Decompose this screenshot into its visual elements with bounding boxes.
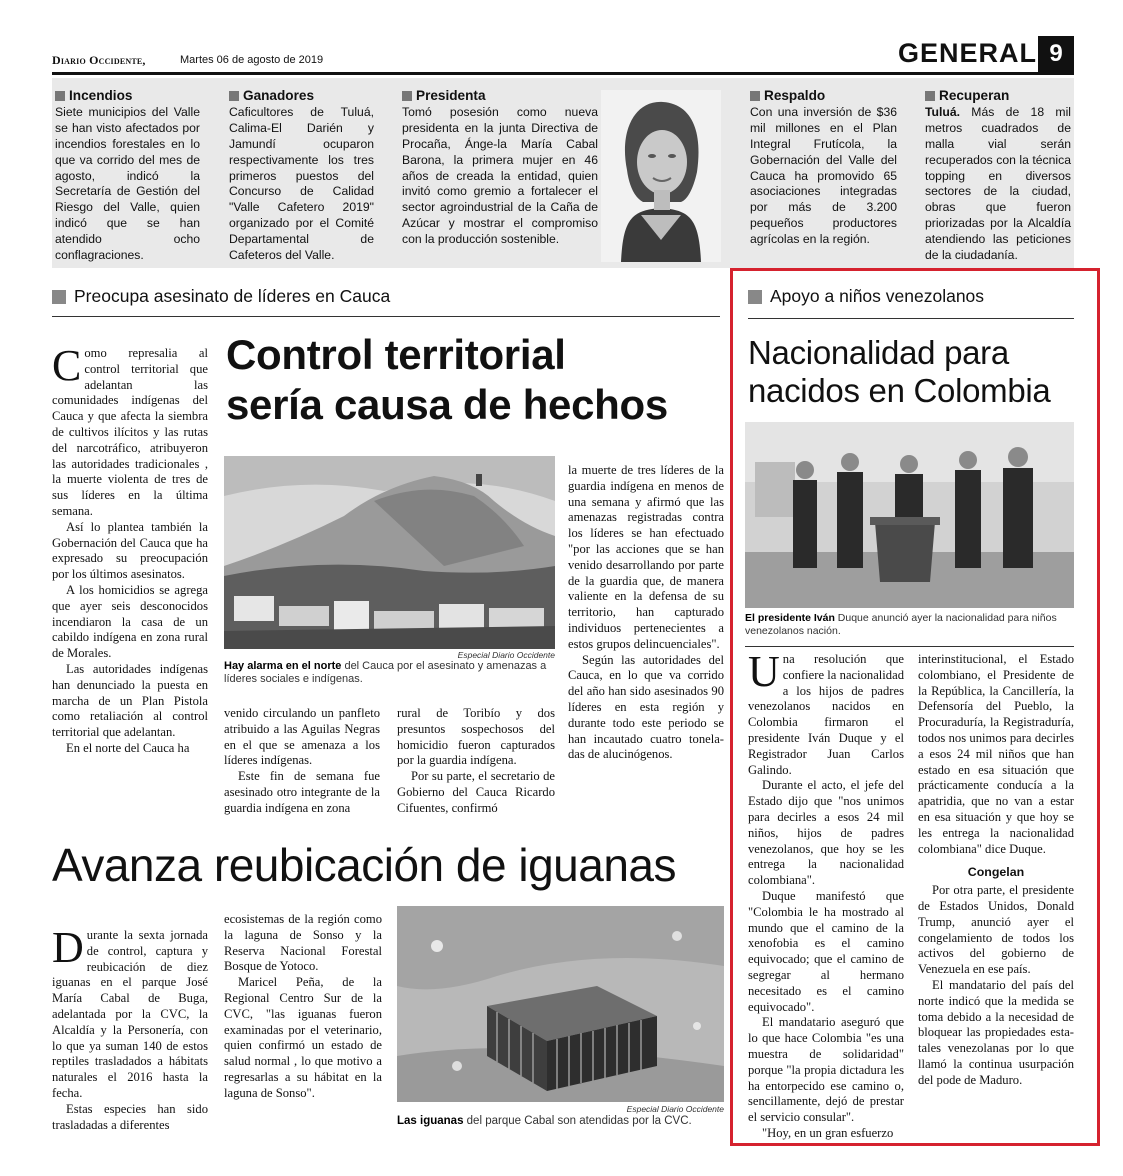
paragraph: Por otra parte, el presidente de Estados Unidos, Donald Trump, anunció ayer el congelamiento de todos los activos del gobierno de Venezuela en ese país. [918,883,1074,977]
newspaper-name: Diario Occidente, [52,53,146,67]
bullet-square-icon [402,91,412,101]
paragraph: Maricel Peña, de la Regional Centro Sur de la CVC, "las iguanas fueron examinadas por el veterinario, quien confirmó un estado de salud normal , lo que motivo a regresarlas a su hábitat en la laguna de Sonso". [224,975,382,1100]
bullet-square-icon [925,91,935,101]
subhead-congelan: Congelan [967,865,1025,880]
section-rule [52,316,720,317]
brief-text: Con una inversión de $36 mil millones en el Plan Integral Frutícola, la Gobernación del Valle del Cauca ha promovido 65 asociaciones integradas por más de 3.200 pequeños productores agrícolas en la región. [750,104,897,247]
paragraph: rural de Toribío y dos presuntos sospechosos del homicidio fueron capturados por la guardia indígena. [397,706,555,768]
caption-lead: El presidente Iván [745,612,835,624]
cauca-column-1 [52,341,208,757]
headline-line: Nacionalidad para [748,334,1009,371]
paragraph: la muerte de tres líderes de la guardia indígena en menos de una semana y afirmó que las amenazas registradas contra los líderes se han efectuado "por las acciones que se han venido desarrollando por parte de la guardia que, de manera valiente en la defensa de su territorio, han capturado individuos pertenecientes a estos grupos delincuenciales". [568,463,724,651]
brief-ganadores [229,88,374,264]
section-label: Preocupa asesinato de líderes en Cauca [74,286,391,306]
section-label: Apoyo a niños venezolanos [770,286,985,306]
brief-title: Respaldo [764,88,826,103]
masthead-rule [52,72,1074,75]
paragraph: venido circulando un panfleto atribuido a las Aguilas Negras en el que se amenaza a los líderes indígenas. [224,706,380,768]
brief-text: Más de 18 mil metros cuadrados de malla vial serán recuperados con la técnica topping en diversos sectores de la ciudad, obras que fueron priorizadas por la Alcaldía atendiendo las peticiones de la ciudadanía. [925,104,1071,263]
page-number: 9 [1038,36,1074,72]
caption-text: Duque anunció ayer la nacionalidad para niños venezolanos nación. [745,612,1057,637]
section-square-icon [748,290,762,304]
iguanas-column-1 [52,923,208,1133]
brief-title: Presidenta [416,88,486,103]
dropcap: U [748,647,780,696]
headline-line: sería causa de hechos [226,381,668,428]
brief-recuperan [925,88,1071,264]
brief-respaldo [750,88,897,248]
caption-lead: Hay alarma en el norte [224,660,342,672]
brief-text: Tomó posesión como nueva presidenta en la junta Directiva de Procaña, Ánge-la María Cabal Barona, la primera mujer en 46 años de creada la entidad, quien invitó como gremio a fortalecer el sector agroindustrial de la Caña de Azúcar y mostrar el compromiso con la producción sostenible. [402,104,598,247]
brief-title: Ganadores [243,88,315,103]
section-title: GENERAL [898,38,1038,68]
bullet-square-icon [750,91,760,101]
section-bar-cauca [52,286,390,307]
paragraph: "Hoy, en un gran esfuerzo [762,1125,894,1140]
brief-presidenta [402,88,598,248]
dropcap: D [52,923,84,972]
headline-line: Control territorial [226,331,566,378]
section-rule [748,318,1074,319]
bullet-square-icon [229,91,239,101]
caption-lead: Las iguanas [397,1115,464,1127]
paragraph: ecosistemas de la región como la laguna de Sonso y la Reserva Nacional Forestal Bosque de Yotoco. [224,912,382,974]
paragraph: omo represalia al control territorial que adelantan las comunidades indígenas del Cauca y que afecta la siembra de cultivos ilícitos y las rutas del narcotráfico, atribuyeron las autoridades tradicionales , la muerte violenta de tres de sus líderes en la última semana. [52,346,208,518]
paragraph: El mandatario del país del norte indicó que la medida se toma debido a la necesidad de bloquear las propiedades esta-tales venezolanas por lo que llamó la continua usurpación del pode de Maduro. [918,977,1074,1087]
venezuela-column-2 [918,652,1074,1089]
brief-title: Recuperan [939,88,1010,103]
headline-nacionalidad [748,334,1050,410]
photo-caption [745,612,1074,638]
headline-iguanas: Avanza reubicación de iguanas [52,839,676,891]
section-square-icon [52,290,66,304]
press-conference-photo [745,422,1074,608]
cauca-column-2 [224,706,380,817]
photo-credit: Especial Diario Occidente [457,650,555,660]
paragraph: interinstitucional, el Estado colombiano, el Presidente de la República, la Cancillería, la Defensoría del Pueblo, la Procuraduría, la Registraduría, todos nos unimos para decirles a esos 24 mil niños que han estado en esa situación que prácticamente conducía a la apatridia, que no van a estar en esa situación y que hoy se les entrega la nacionalidad colombiana" dice Duque. [918,652,1074,856]
bullet-square-icon [55,91,65,101]
cauca-column-3 [397,706,555,817]
brief-text: Siete municipios del Valle se han visto afectados por incendios forestales en lo que va corrido del mes de agosto, indicó la Secretaría de Gestión del Riesgo del Valle, quien indicó que se han atendido ocho conflagraciones. [55,104,200,263]
brief-lead: Tuluá. [925,104,960,119]
photo-credit: Especial Diario Occidente [626,1104,724,1114]
paragraph: Las autoridades indígenas han denunciado la puesta en marcha de un Plan Pistola como retaliación al control territorial que adelantan. [52,661,208,740]
headline-line: nacidos en Colombia [748,372,1051,409]
paragraph: urante la sexta jornada de control, captura y reubicación de diez iguanas en el parque José María Cabal de Buga, adelantada por la CVC, la Alcaldía y la Personería, con lo que ya suman 140 de estos reptiles trasladados a hábitats naturales el 2016 hasta la fecha. [52,928,208,1100]
venezuela-column-1 [748,647,904,1142]
paragraph: En el norte del Cauca ha [66,740,190,755]
hill-town-photo [224,456,555,649]
publication-date: Martes 06 de agosto de 2019 [180,54,324,66]
brief-incendios [55,88,200,264]
paragraph: Durante el acto, el jefe del Estado dijo que "nos unimos para decirles a esos 24 mil niños, hijos de padres venezolanos, que hoy se les entrega la nacionalidad colombiana". [748,778,904,888]
paragraph: Según las autoridades del Cauca, en lo que va corrido del año han sido asesinados 90 líderes en esta región y durante todo este periodo se han incautado cuatro tonela-das de alucinógenos. [568,652,724,762]
paragraph: Este fin de semana fue asesinado otro integrante de la guardia indígena en zona [224,769,380,815]
paragraph: Duque manifestó que "Colombia le ha mostrado al mundo que el camino de la xenofobia es el camino equivocado; que el camino de segregar al hermano necesitado es el camino equivocado". [748,888,904,1014]
photo-caption [224,660,555,686]
section-bar-venezuela [748,286,984,307]
iguanas-column-2 [224,912,382,1102]
paragraph: Estas especies han sido trasladadas a diferentes [52,1101,208,1132]
dropcap: C [52,341,82,390]
iguana-cage-photo [397,906,724,1102]
headline-control-territorial [226,330,668,430]
paragraph: El mandatario aseguró que lo que hace Colombia "es una muestra de solidaridad" porque "la propia dictadura les ha entorpecido ese camino o, sencillamente, dejó de prestar el servicio consular". [748,1015,904,1125]
photo-caption [397,1115,724,1128]
caption-text: del parque Cabal son atendidas por la CVC. [463,1115,692,1127]
paragraph: na resolución que confiere la nacionalidad a los hijos de padres venezolanos nacidos en Colombia firmaron el presidente Iván Duque y el Registrador Juan Carlos Galindo. [748,652,904,777]
caption-text: del Cauca por el asesinato y amenazas a líderes sociales e indígenas. [224,660,547,685]
paragraph: Así lo plantea también la Gobernación del Cauca que ha expresado su preocupación por los últimos asesinatos. [52,519,208,582]
brief-text: Caficultores de Tuluá, Calima-El Darién y Jamundí ocuparon respectivamente los tres primeros puestos del Concurso de Calidad "Valle Cafetero 2019" organizado por el Comité Departamental de Cafeteros del Valle. [229,104,374,263]
portrait-photo [601,90,721,262]
caption-rule [745,646,1074,647]
cauca-column-4 [568,463,724,763]
paragraph: Por su parte, el secretario de Gobierno del Cauca Ricardo Cifuentes, confirmó [397,769,555,815]
brief-title: Incendios [69,88,133,103]
paragraph: A los homicidios se agrega que ayer seis desconocidos incendiaron la casa de un cabildo indígena en zona rural de Morales. [52,582,208,661]
